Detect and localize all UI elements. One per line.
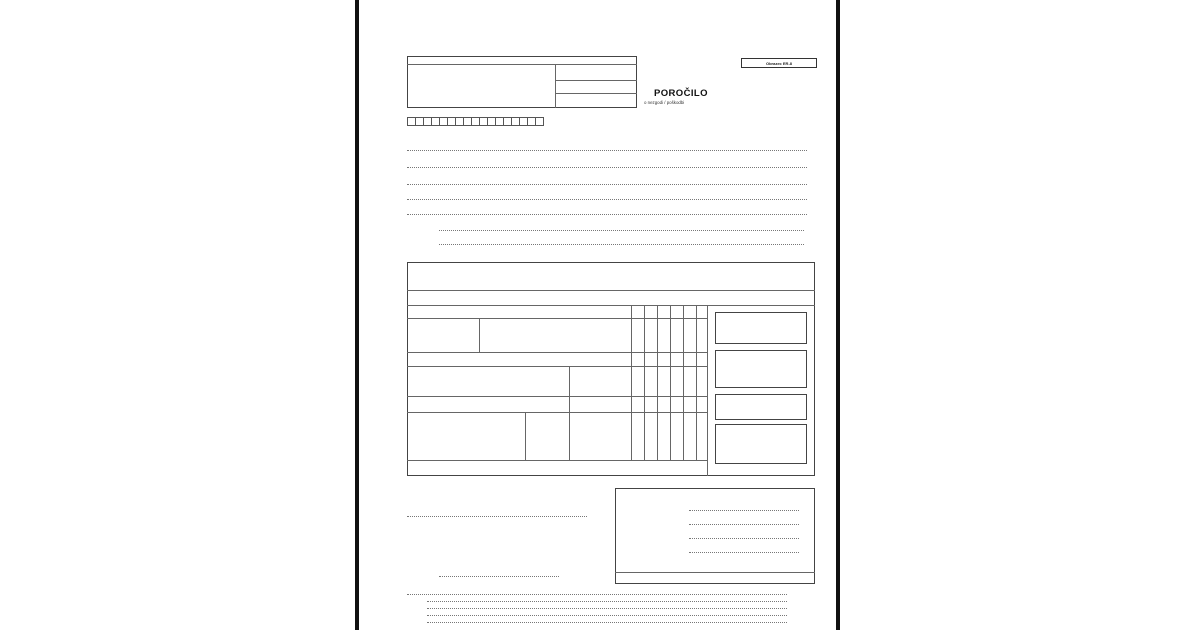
bottom-right-box	[615, 488, 815, 584]
fill-line	[689, 510, 799, 511]
form-code-box: Obrazec ER-8	[741, 58, 817, 68]
document-title: POROČILO	[654, 88, 708, 99]
table-col-line	[657, 305, 658, 460]
right-info-box	[715, 312, 807, 344]
footnote-line	[427, 622, 787, 623]
table-row-line	[407, 366, 707, 367]
right-info-box	[715, 424, 807, 464]
document-subtitle: o nezgodi / poškodbi	[644, 100, 685, 105]
fill-line	[689, 524, 799, 525]
table-col-line	[683, 305, 684, 460]
table-col-line	[670, 305, 671, 460]
fill-line	[407, 214, 807, 215]
table-col-line	[707, 305, 708, 476]
fill-line	[407, 150, 807, 151]
fill-line	[439, 244, 804, 245]
table-row-line	[407, 396, 707, 397]
table-row-line	[407, 290, 815, 291]
header-box-divider	[407, 64, 637, 65]
table-row-line	[407, 460, 707, 461]
fill-line	[407, 167, 807, 168]
table-row-line	[407, 412, 707, 413]
table-row-line	[407, 352, 707, 353]
document-page	[355, 0, 840, 630]
header-box-split	[555, 64, 556, 108]
table-col-line	[525, 412, 526, 460]
table-col-line	[569, 366, 570, 460]
fill-line	[439, 576, 559, 577]
footnote-line	[407, 594, 787, 595]
fill-line	[689, 538, 799, 539]
table-col-line	[696, 305, 697, 460]
fill-line	[407, 516, 587, 517]
right-info-box	[715, 394, 807, 420]
fill-line	[439, 230, 804, 231]
footnote-line	[427, 615, 787, 616]
footnote-line	[427, 601, 787, 602]
right-info-box	[715, 350, 807, 388]
table-row-line	[407, 318, 707, 319]
fill-line	[689, 552, 799, 553]
table-row-line	[615, 572, 815, 573]
table-col-line	[479, 318, 480, 352]
fill-line	[407, 184, 807, 185]
table-col-line	[631, 305, 632, 460]
header-box-line	[555, 93, 637, 94]
table-row-line	[407, 305, 815, 306]
table-col-line	[644, 305, 645, 460]
id-number-boxes	[407, 117, 543, 126]
header-box-line	[555, 80, 637, 81]
footnote-line	[427, 608, 787, 609]
fill-line	[407, 199, 807, 200]
